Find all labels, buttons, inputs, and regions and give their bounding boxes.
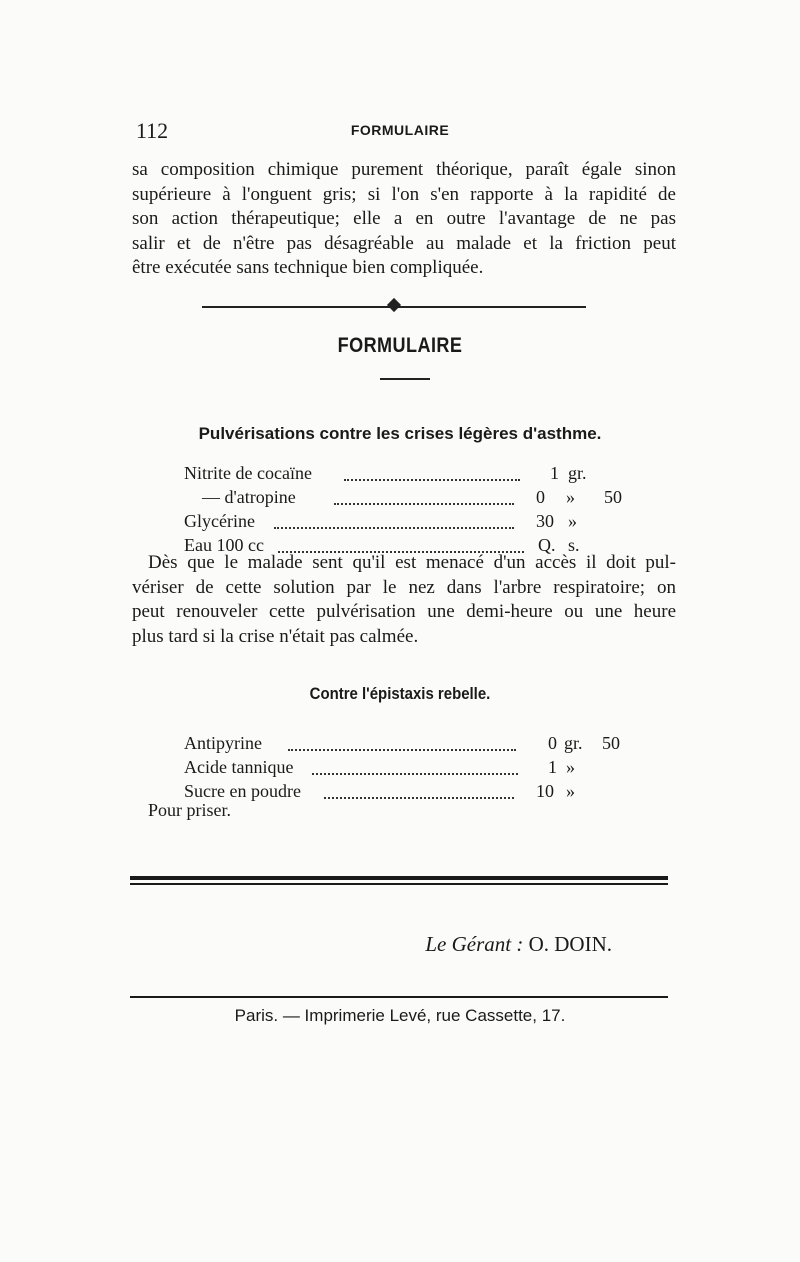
ingredient-unit: s. bbox=[568, 535, 580, 555]
ingredient-name: Sucre en poudre bbox=[184, 781, 301, 801]
ingredient-name: — d'atropine bbox=[202, 487, 296, 507]
signature-name: O. DOIN. bbox=[528, 932, 612, 956]
page-number: 112 bbox=[136, 118, 169, 143]
leader-dots bbox=[312, 773, 518, 775]
ingredient-name: Acide tannique bbox=[184, 757, 294, 777]
ingredient-name: Eau 100 cc bbox=[184, 535, 264, 555]
ingredient-name: Glycérine bbox=[184, 511, 255, 531]
instruction-line: peut renouveler cette pulvérisation une demi-heure ou une heure bbox=[132, 601, 676, 622]
ingredient-row bbox=[184, 487, 624, 511]
intro-line: sa composition chimique purement théorique, paraît égale sinon bbox=[132, 159, 676, 180]
closing-rule-thin bbox=[130, 883, 668, 885]
intro-line: salir et de n'être pas désagréable au malade et la friction peut bbox=[132, 232, 676, 254]
ingredient-qty: 0 bbox=[548, 733, 557, 753]
closing-rule bbox=[130, 876, 668, 880]
instruction-line: vériser de cette solution par le nez dans l'arbre respiratoire; on bbox=[132, 576, 676, 598]
leader-dots bbox=[324, 797, 514, 799]
leader-dots bbox=[344, 479, 520, 481]
ingredient-unit: » bbox=[566, 757, 575, 777]
recipe1-instructions bbox=[132, 551, 676, 649]
ingredient-row bbox=[184, 463, 624, 487]
ingredient-fraction: 50 bbox=[602, 733, 620, 753]
intro-line: son action thérapeutique; elle a en outre l'avantage de ne pas bbox=[132, 208, 676, 229]
ingredient-qty: 0 bbox=[536, 487, 545, 507]
intro-line: être exécutée sans technique bien compliquée. bbox=[132, 257, 484, 278]
ingredient-name: Antipyrine bbox=[184, 733, 262, 753]
ingredient-qty: 10 bbox=[536, 781, 554, 801]
ingredient-qty: Q. bbox=[538, 535, 556, 555]
running-title: FORMULAIRE bbox=[350, 122, 450, 138]
footer-rule bbox=[130, 996, 668, 998]
ingredient-qty: 1 bbox=[550, 463, 559, 483]
ingredient-row bbox=[184, 781, 624, 805]
instruction-line: Dès que le malade sent qu'il est menacé d'un accès il doit pul- bbox=[148, 552, 676, 573]
recipe2-note: Pour priser. bbox=[148, 800, 231, 820]
section-title: FORMULAIRE bbox=[337, 334, 463, 357]
recipe2-title: Contre l'épistaxis rebelle. bbox=[309, 684, 491, 703]
ingredient-unit: gr. bbox=[564, 733, 583, 753]
recipe1-title: Pulvérisations contre les crises légères d'asthme. bbox=[198, 424, 602, 443]
leader-dots bbox=[334, 503, 514, 505]
ingredient-row bbox=[184, 511, 624, 535]
ingredient-unit: gr. bbox=[568, 463, 587, 483]
intro-paragraph bbox=[132, 158, 676, 281]
ingredient-fraction: 50 bbox=[604, 487, 622, 507]
ingredient-qty: 1 bbox=[548, 757, 557, 777]
short-divider bbox=[380, 378, 430, 380]
instruction-line: plus tard si la crise n'était pas calmée. bbox=[132, 625, 419, 647]
ingredient-row bbox=[184, 757, 624, 781]
ingredient-name: Nitrite de cocaïne bbox=[184, 463, 312, 483]
printer-imprint: Paris. — Imprimerie Levé, rue Cassette, 17. bbox=[234, 1006, 566, 1025]
signature bbox=[0, 932, 612, 957]
signature-label: Le Gérant : bbox=[425, 932, 524, 956]
ingredient-qty: 30 bbox=[536, 511, 554, 531]
diamond-ornament-icon bbox=[387, 298, 401, 312]
ingredient-unit: » bbox=[566, 781, 575, 801]
intro-line: supérieure à l'onguent gris; si l'on s'en rapporte à la rapidité de bbox=[132, 183, 676, 205]
ingredient-row bbox=[184, 733, 624, 757]
ingredient-unit: » bbox=[568, 511, 577, 531]
ingredient-unit: » bbox=[566, 487, 575, 507]
leader-dots bbox=[274, 527, 514, 529]
leader-dots bbox=[288, 749, 516, 751]
